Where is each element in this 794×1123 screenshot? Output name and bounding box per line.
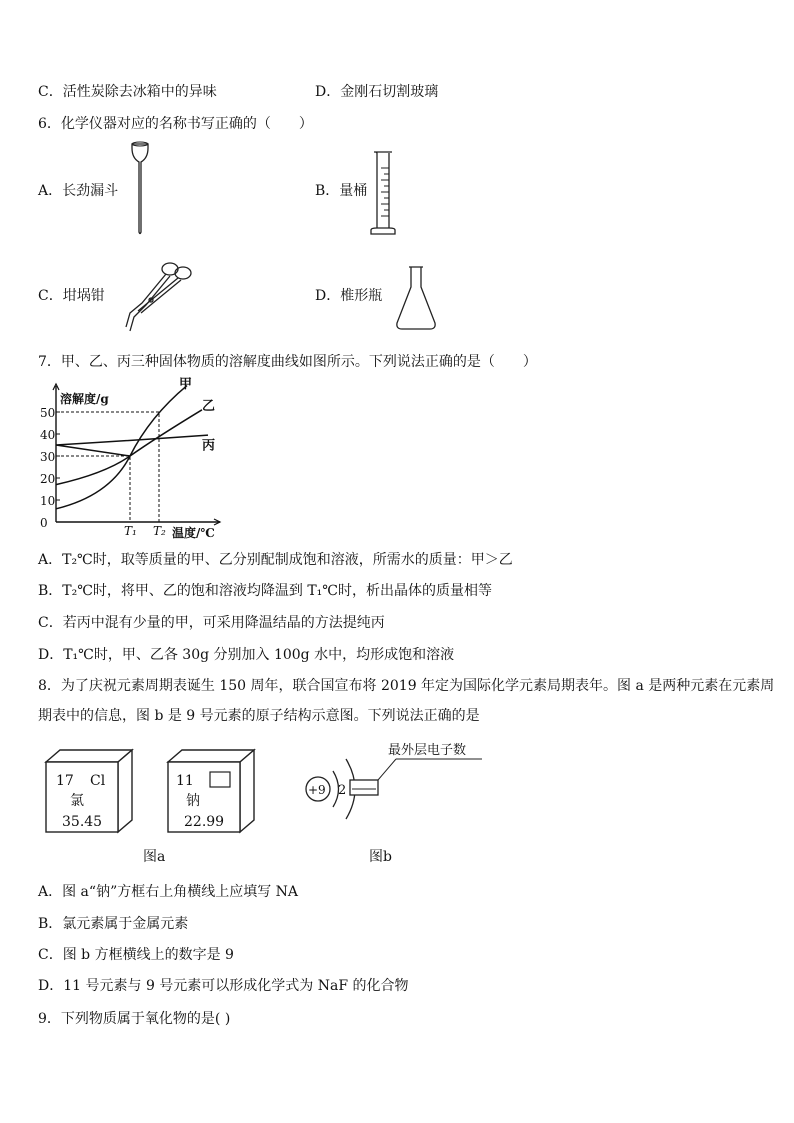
y-tick-label: 0 bbox=[40, 516, 48, 530]
cl-number: 17 bbox=[56, 773, 74, 789]
y-axis-label: 溶解度/g bbox=[60, 392, 109, 406]
outer-electron-label: 最外层电子数 bbox=[388, 743, 467, 758]
crucible-tongs-icon bbox=[120, 255, 200, 335]
reference-line-t1 bbox=[56, 456, 130, 522]
x-tick-label-t1: T₁ bbox=[124, 524, 137, 538]
q7-option-c: C．若丙中混有少量的甲，可采用降温结晶的方法提纯丙 bbox=[38, 615, 385, 631]
fluorine-atom-diagram bbox=[300, 735, 490, 835]
series-label-bing: 丙 bbox=[202, 438, 216, 454]
na-mass: 22.99 bbox=[184, 814, 225, 830]
x-tick-label-t2: T₂ bbox=[153, 524, 166, 538]
x-axis-label: 温度/℃ bbox=[172, 526, 215, 540]
y-tick-label: 30 bbox=[40, 450, 56, 464]
nucleus-charge: +9 bbox=[308, 783, 326, 797]
graduated-cylinder-icon bbox=[368, 148, 400, 238]
long-neck-funnel-icon bbox=[126, 140, 156, 240]
q6-stem: 6．化学仪器对应的名称书写正确的（ ） bbox=[38, 116, 313, 132]
series-label-jia: 甲 bbox=[179, 376, 193, 392]
q8-option-d: D．11 号元素与 9 号元素可以形成化学式为 NaF 的化合物 bbox=[38, 978, 409, 994]
q8-stem-line1: 8．为了庆祝元素周期表诞生 150 周年，联合国宣布将 2019 年定为国际化学元素局期表年。图 a 是两种元素在元素周 bbox=[38, 678, 775, 694]
na-name: 钠 bbox=[186, 793, 200, 809]
y-tick-label: 20 bbox=[40, 472, 56, 486]
y-tick-label: 10 bbox=[40, 494, 56, 508]
cl-name: 氯 bbox=[70, 793, 84, 809]
q5-option-c: C．活性炭除去冰箱中的异味 bbox=[38, 84, 217, 100]
q6-option-b: B．量桶 bbox=[315, 183, 368, 199]
y-tick-label: 40 bbox=[40, 428, 56, 442]
q7-option-b: B．T₂℃时，将甲、乙的饱和溶液均降温到 T₁℃时，析出晶体的质量相等 bbox=[38, 583, 492, 599]
erlenmeyer-flask-icon bbox=[394, 263, 438, 333]
series-label-yi: 乙 bbox=[202, 398, 216, 414]
cl-mass: 35.45 bbox=[62, 814, 103, 830]
q8-stem-line2: 期表中的信息，图 b 是 9 号元素的原子结构示意图。下列说法正确的是 bbox=[38, 708, 480, 724]
figure-a-caption: 图a bbox=[143, 849, 166, 865]
solubility-chart bbox=[36, 378, 236, 543]
reference-line-t2 bbox=[56, 412, 159, 522]
q8-option-b: B．氯元素属于金属元素 bbox=[38, 916, 189, 932]
curve-yi bbox=[56, 410, 202, 485]
q8-option-c: C．图 b 方框横线上的数字是 9 bbox=[38, 947, 234, 963]
q9-stem: 9．下列物质属于氧化物的是( ) bbox=[38, 1011, 231, 1027]
q6-option-a: A．长劲漏斗 bbox=[38, 183, 119, 199]
q5-option-d: D．金刚石切割玻璃 bbox=[315, 84, 439, 100]
q7-stem: 7．甲、乙、丙三种固体物质的溶解度曲线如图所示。下列说法正确的是（ ） bbox=[38, 354, 537, 370]
q7-option-d: D．T₁℃时，甲、乙各 30g 分别加入 100g 水中，均形成饱和溶液 bbox=[38, 647, 455, 663]
chlorine-element-box bbox=[44, 748, 134, 834]
sodium-element-box bbox=[166, 748, 256, 834]
cl-symbol: Cl bbox=[90, 773, 106, 789]
q6-option-d: D．椎形瓶 bbox=[315, 288, 383, 304]
q8-option-a: A．图 a“钠”方框右上角横线上应填写 NA bbox=[38, 884, 299, 900]
y-tick-label: 50 bbox=[40, 406, 56, 420]
figure-b-caption: 图b bbox=[369, 849, 392, 865]
na-number: 11 bbox=[176, 773, 194, 789]
outer-electron-box bbox=[350, 780, 378, 795]
inner-shell-electrons: 2 bbox=[338, 783, 347, 798]
q7-option-a: A．T₂℃时，取等质量的甲、乙分别配制成饱和溶液，所需水的质量：甲＞乙 bbox=[38, 552, 513, 568]
q6-option-c: C．坩埚钳 bbox=[38, 288, 105, 304]
